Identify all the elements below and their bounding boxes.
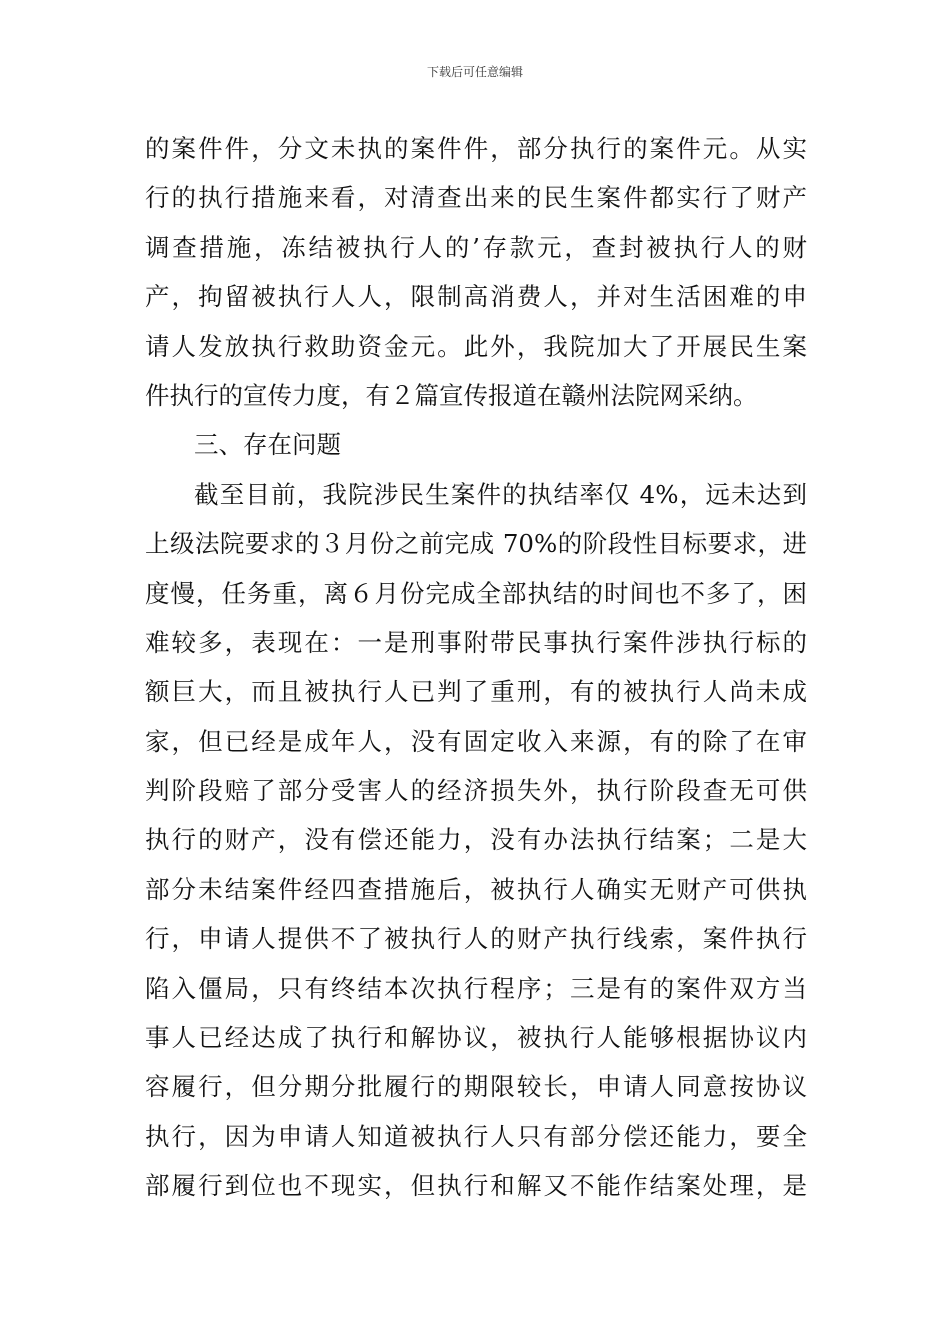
text-line: 调查措施，冻结被执行人的’存款元，查封被执行人的财	[145, 232, 807, 262]
text-line: 行的执行措施来看，对清查出来的民生案件都实行了财产	[145, 183, 807, 213]
section-heading	[145, 420, 807, 469]
text-line: 事人已经达成了执行和解协议，被执行人能够根据协议内	[145, 1023, 807, 1053]
text-line: 件执行的宣传力度，有２篇宣传报道在赣州法院网采纳。	[145, 380, 758, 410]
paragraph-problems	[145, 470, 807, 1211]
text-line: 执行的财产，没有偿还能力，没有办法执行结案；二是大	[145, 825, 807, 855]
page-header: 下载后可任意编辑	[426, 65, 523, 79]
text-line: 度慢，任务重，离６月份完成全部执结的时间也不多了，困	[145, 578, 807, 608]
text-line: 陷入僵局，只有终结本次执行程序；三是有的案件双方当	[145, 973, 807, 1003]
text-line: 家，但已经是成年人，没有固定收入来源，有的除了在审	[145, 726, 807, 756]
text-line: 执行，因为申请人知道被执行人只有部分偿还能力，要全	[145, 1121, 807, 1151]
text-line: 容履行，但分期分批履行的期限较长，申请人同意按协议	[145, 1072, 807, 1102]
text-line: 产，拘留被执行人人，限制高消费人，并对生活困难的申	[145, 282, 807, 312]
text-line: 额巨大，而且被执行人已判了重刑，有的被执行人尚未成	[145, 677, 807, 707]
heading-existing-problems: 三、存在问题	[194, 430, 341, 460]
text-line: 上级法院要求的３月份之前完成 70%的阶段性目标要求，进	[145, 529, 807, 559]
text-line: 部履行到位也不现实，但执行和解又不能作结案处理，是	[145, 1171, 807, 1201]
text-line: 部分未结案件经四查措施后，被执行人确实无财产可供执	[145, 874, 807, 904]
text-line: 判阶段赔了部分受害人的经济损失外，执行阶段查无可供	[145, 776, 807, 806]
text-line: 请人发放执行救助资金元。此外，我院加大了开展民生案	[145, 331, 807, 361]
text-line: 截至目前，我院涉民生案件的执结率仅 4%，远未达到	[194, 479, 807, 509]
text-line: 难较多，表现在：一是刑事附带民事执行案件涉执行标的	[145, 627, 807, 657]
text-line: 的案件件，分文未执的案件件，部分执行的案件元。从实	[145, 134, 807, 163]
paragraph-execution-measures	[145, 124, 807, 420]
text-line: 行，申请人提供不了被执行人的财产执行线索，案件执行	[145, 924, 807, 954]
document-body	[145, 124, 807, 1211]
